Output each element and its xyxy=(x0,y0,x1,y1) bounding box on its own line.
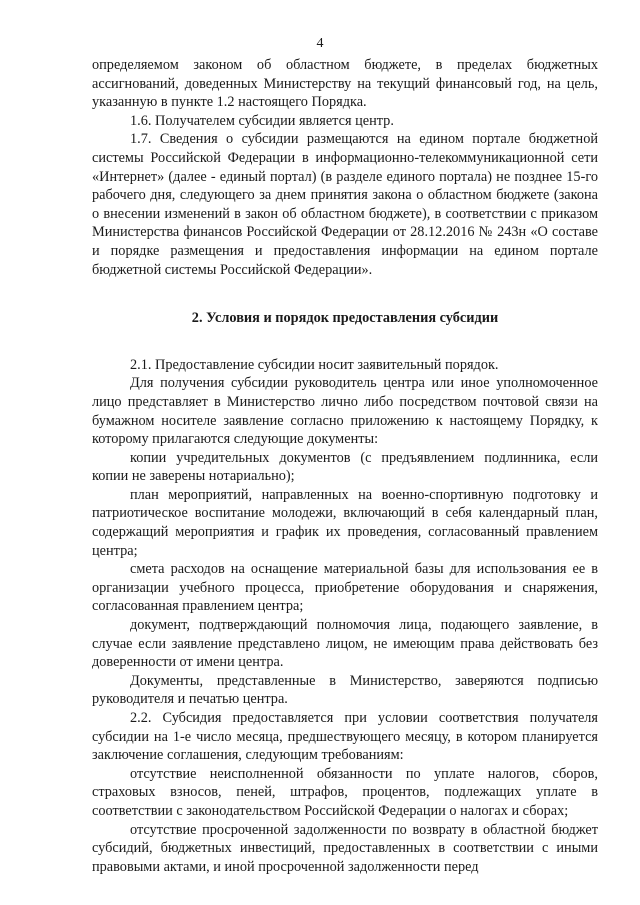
list-item-event-plan: план мероприятий, направленных на военно-спортивную подготовку и патриотическое воспитание молодежи, включающий в себя календарный план, содержащий мероприятия и график их проведения, согласованный правлением центра; xyxy=(92,486,598,559)
paragraph-certification: Документы, представленные в Министерство, заверяются подписью руководителя и печатью центра. xyxy=(92,672,598,708)
paragraph-2-2: 2.2. Субсидия предоставляется при условии соответствия получателя субсидии на 1-е число месяца, предшествующего месяцу, в котором планируется заключение соглашения, следующим требованиям: xyxy=(92,710,598,764)
paragraph-continuation: определяемом законом об областном бюджете, в пределах бюджетных ассигнований, доведенных Министерству на текущий финансовый год, на цель, указанную в пункте 1.2 настоящего Порядка. xyxy=(92,57,598,111)
paragraph-1-6: 1.6. Получателем субсидии является центр. xyxy=(130,112,394,129)
paragraph-2-1: 2.1. Предоставление субсидии носит заявительный порядок. xyxy=(130,356,499,373)
list-item-cost-estimate: смета расходов на оснащение материальной базы для использования ее в организации учебного процесса, приобретение оборудования и снаряжения, согласованная правлением центра; xyxy=(92,561,598,615)
section-heading: 2. Условия и порядок предоставления субсидии xyxy=(191,310,499,327)
list-item-tax-obligations: отсутствие неисполненной обязанности по уплате налогов, сборов, страховых взносов, пеней, штрафов, процентов, подлежащих уплате в соответствии с законодательством Российской Федерации о налогах и сборах; xyxy=(92,765,598,819)
list-item-overdue-debt: отсутствие просроченной задолженности по возврату в областной бюджет субсидий, бюджетных инвестиций, предоставленных в соответствии с иными правовыми актами, и иной просроченной задолженности перед xyxy=(92,821,598,875)
paragraph-application: Для получения субсидии руководитель центра или иное уполномоченное лицо представляет в Министерство лично либо посредством почтовой связи на бумажном носителе заявление согласно приложению к настоящему Порядку, к которому прилагаются следующие документы: xyxy=(92,375,598,448)
page-number: 4 xyxy=(316,36,324,51)
list-item-charter-copies: копии учредительных документов (с предъявлением подлинника, если копии не заверены нотариально); xyxy=(92,449,598,485)
paragraph-1-7: 1.7. Сведения о субсидии размещаются на едином портале бюджетной системы Российской Федерации в информационно-телекоммуникационной сети «Интернет» (далее - единый портал) (в разделе единого портала) не позднее 15-го рабочего дня, следующего за днем принятия закона о областном бюджете (закона о внесении изменений в закон об областном бюджете), в соответствии с приказом Министерства финансов Российской Федерации от 28.12.2016 № 243н «О составе и порядке размещения и предоставления информации на едином портале бюджетной системы Российской Федерации». xyxy=(92,131,598,278)
document-body xyxy=(92,56,598,876)
list-item-authority-document: документ, подтверждающий полномочия лица, подающего заявление, в случае если заявление представлено лицом, не имеющим права действовать без доверенности от имени центра. xyxy=(92,617,598,671)
